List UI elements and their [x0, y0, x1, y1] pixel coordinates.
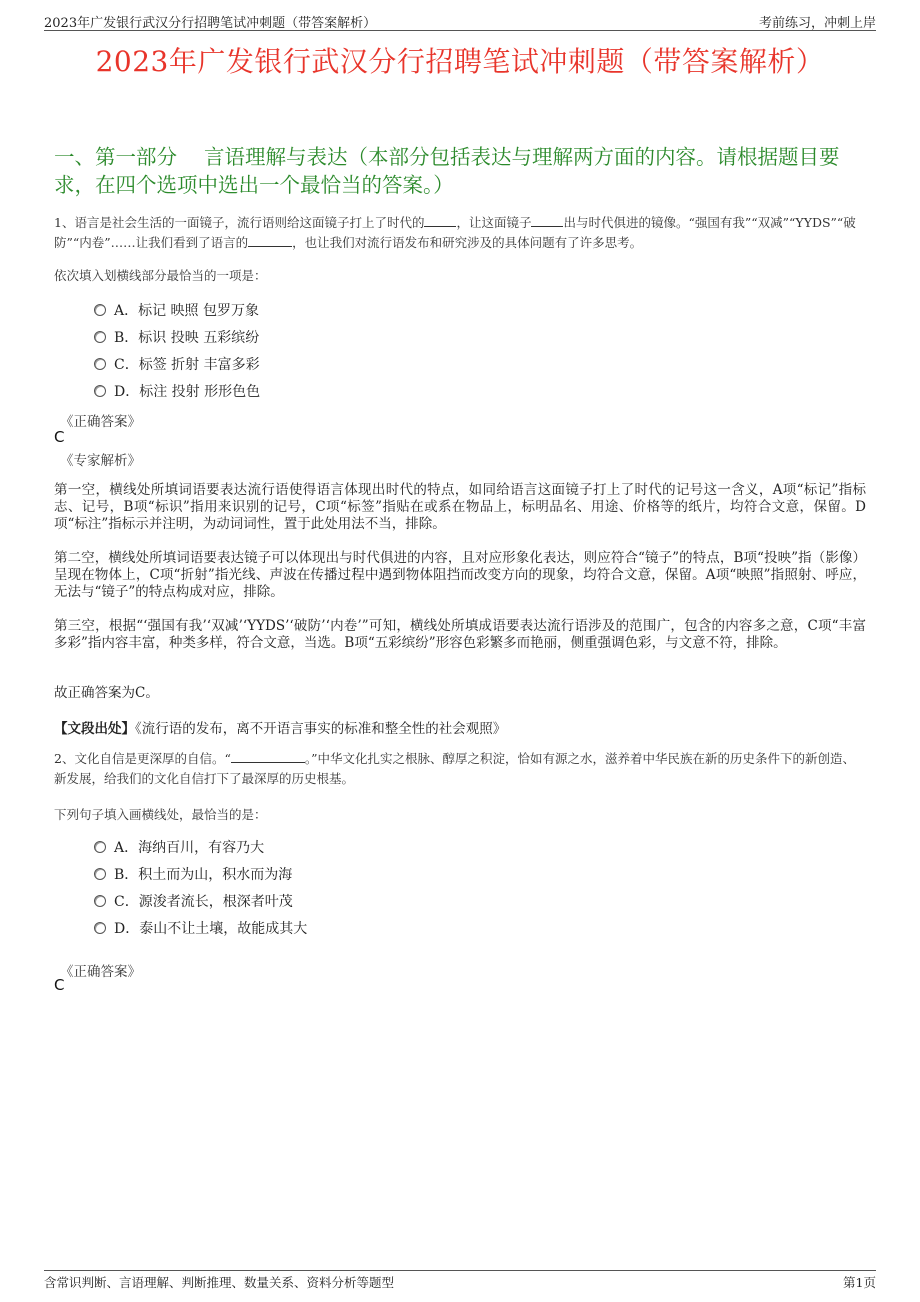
- option-label: B．标识 投映 五彩缤纷: [114, 330, 260, 346]
- q1-answer-label: 《正确答案》: [60, 414, 141, 430]
- q1-conclusion: 故正确答案为C。: [54, 685, 159, 701]
- q2-option-a[interactable]: [94, 837, 264, 857]
- q1-option-b[interactable]: [94, 327, 259, 347]
- radio-icon[interactable]: [94, 304, 106, 316]
- radio-icon[interactable]: [94, 841, 106, 853]
- source-title: 《流行语的发布，离不开语言事实的标准和整全性的社会观照》: [135, 721, 507, 737]
- q2-answer-label: 《正确答案》: [60, 964, 141, 980]
- q1-analysis-paragraph: 第二空，横线处所填词语要表达镜子可以体现出与时代俱进的内容，且对应形象化表达，则应符合“镜子”的特点，B项“投映”指（影像）呈现在物体上，C项“折射”指光线、声波在传播过程中遇到物体阻挡而改变方向的现象，均符合文意，保留。A项“映照”指照射、呼应，无法与“镜子”的特点构成对应，排除。: [54, 550, 866, 600]
- page-number: 第1页: [843, 1275, 876, 1290]
- option-label: B．积土而为山，积水而为海: [114, 867, 293, 883]
- option-label: D．泰山不让土壤，故能成其大: [114, 921, 308, 937]
- question-1-stem: [54, 213, 866, 253]
- source-label: 【文段出处】: [54, 721, 135, 737]
- footer-description: 含常识判断、言语理解、判断推理、数量关系、资料分析等题型: [44, 1275, 395, 1290]
- q2-option-c[interactable]: [94, 891, 293, 911]
- radio-icon[interactable]: [94, 358, 106, 370]
- blank-line: [531, 214, 563, 227]
- radio-icon[interactable]: [94, 868, 106, 880]
- option-label: D．标注 投射 形形色色: [114, 384, 261, 400]
- question-1-prompt: 依次填入划横线部分最恰当的一项是：: [54, 268, 267, 283]
- q1-source: [54, 717, 506, 737]
- q2-answer-value: C: [54, 976, 65, 994]
- radio-icon[interactable]: [94, 922, 106, 934]
- q2-text-part: 2、文化自信是更深厚的自信。“: [54, 751, 231, 766]
- page-header: [44, 10, 876, 31]
- option-label: C．源浚者流长，根深者叶茂: [114, 894, 293, 910]
- header-slogan: 考前练习，冲刺上岸: [758, 16, 876, 31]
- q2-text-part: 。”中华文化扎实之根脉、醇厚之积淀，恰如有源之水，滋养着中华民族在新的历史条件下的新创造、新发展，给我们的文化自信打下了最深厚的历史根基。: [54, 751, 856, 786]
- q1-text-part: 出与时代俱进的镜像。“强国有我”“双减”“YYDS”“破防”“内卷”……让我们看到了语言的: [54, 215, 856, 250]
- q1-text-part: 1、语言是社会生活的一面镜子，流行语则给这面镜子打上了时代的: [54, 215, 425, 230]
- blank-line: [231, 750, 305, 763]
- q1-text-part: ，也让我们对流行语发布和研究涉及的具体问题有了许多思考。: [292, 235, 643, 250]
- option-label: C．标签 折射 丰富多彩: [114, 357, 260, 373]
- blank-line: [424, 214, 456, 227]
- q1-option-d[interactable]: [94, 381, 260, 401]
- question-2-stem: [54, 749, 866, 789]
- q1-option-c[interactable]: [94, 354, 260, 374]
- q1-option-a[interactable]: [94, 300, 259, 320]
- option-label: A．标记 映照 包罗万象: [114, 303, 260, 319]
- q1-analysis-paragraph: 第三空，根据“‘强国有我’‘双减’‘YYDS’‘破防’‘内卷’”可知，横线处所填成语要表达流行语涉及的范围广，包含的内容多之意，C项“丰富多彩”指内容丰富，种类多样，符合文意，当选。B项“五彩缤纷”形容色彩繁多而艳丽，侧重强调色彩，与文意不符，排除。: [54, 618, 866, 651]
- page-title: 2023年广发银行武汉分行招聘笔试冲刺题（带答案解析）: [95, 45, 825, 78]
- q1-answer-value: C: [54, 428, 65, 446]
- page-footer: [44, 1270, 876, 1290]
- option-label: A．海纳百川，有容乃大: [114, 840, 265, 856]
- radio-icon[interactable]: [94, 895, 106, 907]
- q2-option-b[interactable]: [94, 864, 292, 884]
- question-2-prompt: 下列句子填入画横线处，最恰当的是：: [54, 807, 267, 822]
- q1-analysis-label: 《专家解析》: [60, 453, 141, 469]
- radio-icon[interactable]: [94, 385, 106, 397]
- header-doc-title: 2023年广发银行武汉分行招聘笔试冲刺题（带答案解析）: [44, 16, 377, 31]
- radio-icon[interactable]: [94, 331, 106, 343]
- q1-text-part: ，让这面镜子: [456, 215, 532, 230]
- blank-line: [248, 234, 292, 247]
- q1-analysis-paragraph: 第一空，横线处所填词语要表达流行语使得语言体现出时代的特点，如同给语言这面镜子打上了时代的记号这一含义，A项“标记”指标志、记号，B项“标识”指用来识别的记号，C项“标签”指贴在或系在物品上，标明品名、用途、价格等的纸片，均符合文意，保留。D项“标注”指标示并注明，为动词词性，置于此处用法不当，排除。: [54, 482, 866, 532]
- q2-option-d[interactable]: [94, 918, 307, 938]
- section-heading: 一、第一部分 言语理解与表达（本部分包括表达与理解两方面的内容。请根据题目要求，在四个选项中选出一个最恰当的答案。）: [54, 145, 840, 197]
